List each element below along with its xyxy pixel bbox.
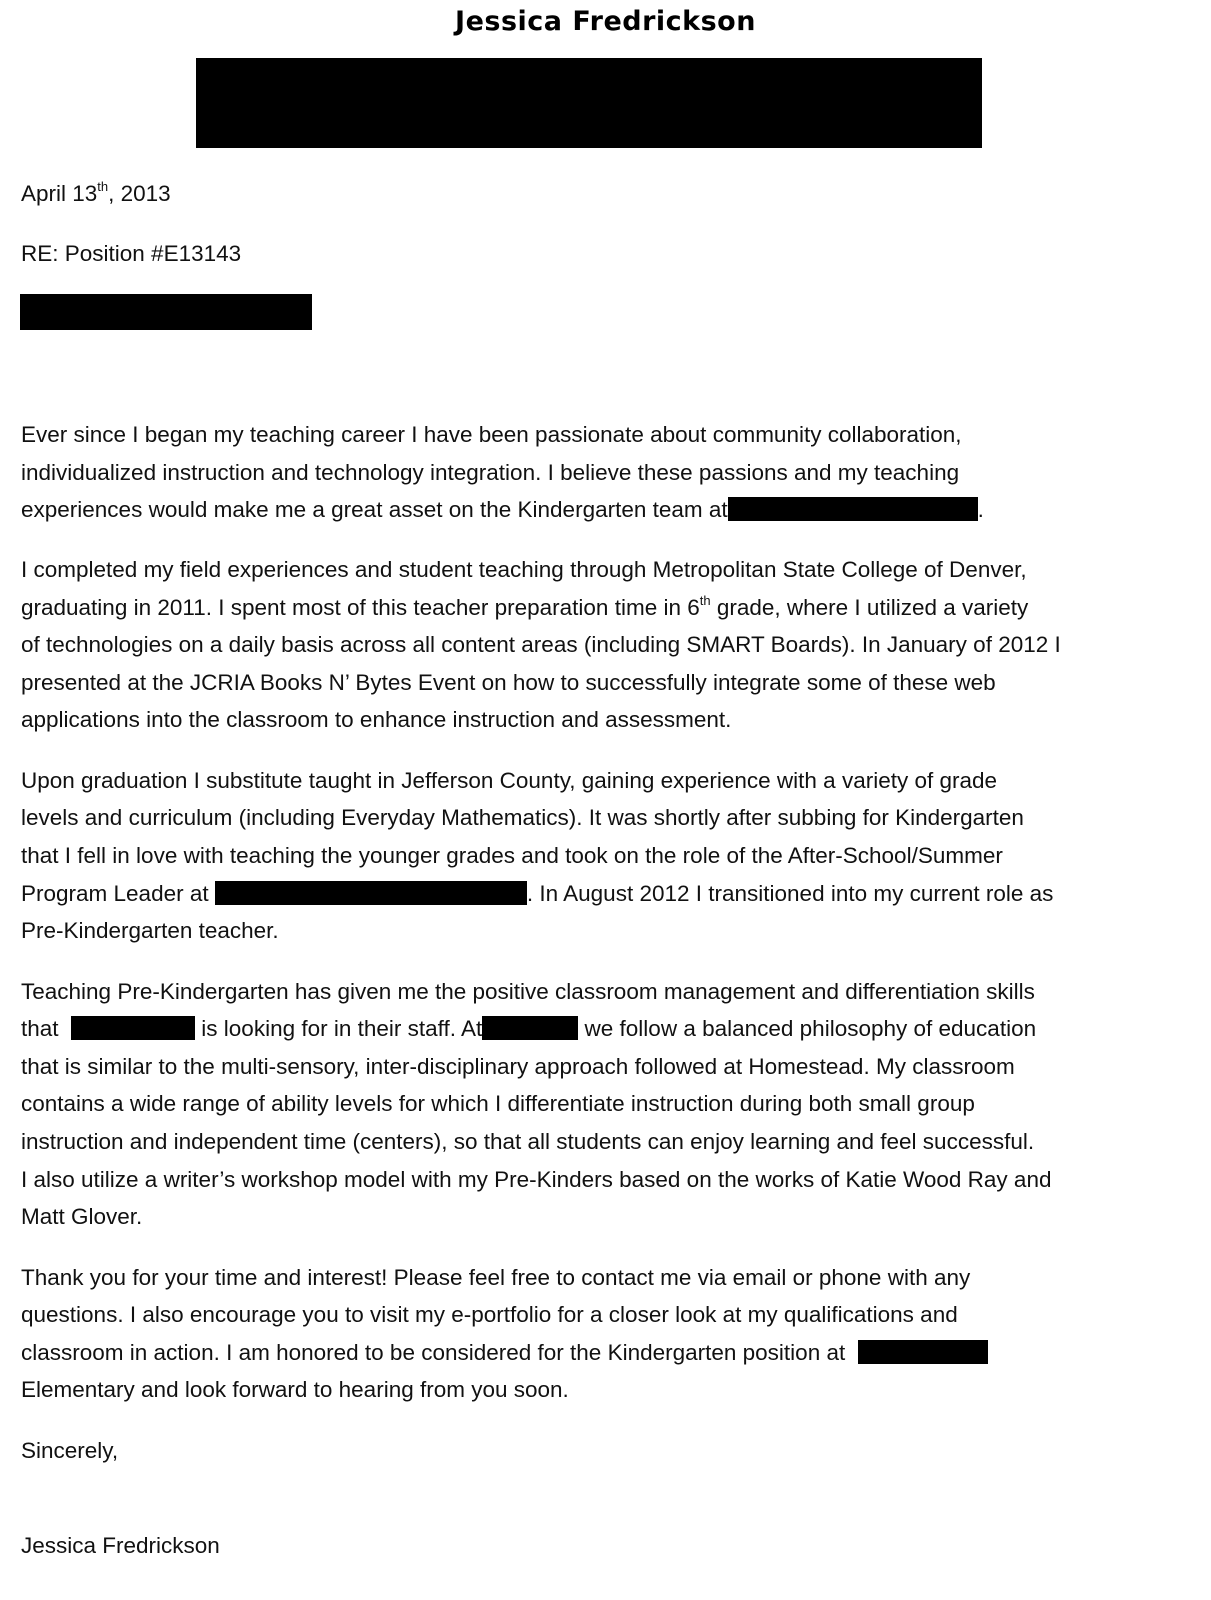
paragraph-5-line-2: questions. I also encourage you to visit my e-portfolio for a closer look at my qualifications and <box>21 1302 958 1327</box>
redacted-school-name <box>728 497 978 521</box>
paragraph-1-line-2: individualized instruction and technology integration. I believe these passions and my teaching <box>21 460 960 485</box>
paragraph-3-line-1: Upon graduation I substitute taught in Jefferson County, gaining experience with a variety of grade <box>21 768 998 793</box>
paragraph-5-line-4: Elementary and look forward to hearing from you soon. <box>21 1377 569 1402</box>
paragraph-4-line-6: I also utilize a writer’s workshop model with my Pre-Kinders based on the works of Katie Wood Ray and <box>21 1167 1052 1192</box>
redacted-contact-block <box>196 58 982 148</box>
paragraph-4-line-3: that is similar to the multi-sensory, inter-disciplinary approach followed at Homestead. My classroom <box>21 1054 1015 1079</box>
redacted-current-school <box>482 1016 578 1040</box>
paragraph-4-line-5: instruction and independent time (centers), so that all students can enjoy learning and feel successful. <box>21 1129 1035 1154</box>
paragraph-2-line-4: presented at the JCRIA Books N’ Bytes Event on how to successfully integrate some of these web <box>21 670 996 695</box>
paragraph-3-line-3: that I fell in love with teaching the younger grades and took on the role of the After-School/Summer <box>21 843 1003 868</box>
paragraph-5-line-1: Thank you for your time and interest! Please feel free to contact me via email or phone with any <box>21 1265 971 1290</box>
paragraph-5-line-3: classroom in action. I am honored to be considered for the Kindergarten position at <box>21 1339 988 1367</box>
redacted-school-name-2 <box>858 1340 988 1364</box>
paragraph-3-line-2: levels and curriculum (including Everyday Mathematics). It was shortly after subbing for Kindergarten <box>21 805 1024 830</box>
paragraph-2-line-3: of technologies on a daily basis across all content areas (including SMART Boards). In January of 2012 I <box>21 632 1061 657</box>
redacted-recipient <box>20 294 312 330</box>
redacted-program-name <box>215 881 527 905</box>
paragraph-4-line-4: contains a wide range of ability levels for which I differentiate instruction during both small group <box>21 1091 975 1116</box>
paragraph-1-line-1: Ever since I began my teaching career I have been passionate about community collaboration, <box>21 422 962 447</box>
paragraph-2-line-5: applications into the classroom to enhance instruction and assessment. <box>21 707 732 732</box>
signature-name: Jessica Fredrickson <box>21 1533 220 1558</box>
paragraph-4-line-2: that is looking for in their staff. At we follow a balanced philosophy of education <box>21 1016 1037 1041</box>
paragraph-3-line-4: Program Leader at . In August 2012 I transitioned into my current role as <box>21 881 1054 906</box>
letter-date: April 13th, 2013 <box>21 179 171 206</box>
paragraph-1-line-3: experiences would make me a great asset on the Kindergarten team at . <box>21 497 984 522</box>
paragraph-2-line-1: I completed my field experiences and student teaching through Metropolitan State College of Denver, <box>21 557 1027 582</box>
paragraph-3-line-5: Pre-Kindergarten teacher. <box>21 918 279 943</box>
closing: Sincerely, <box>21 1438 119 1463</box>
paragraph-4-line-7: Matt Glover. <box>21 1204 143 1229</box>
letterhead-name: Jessica Fredrickson <box>455 6 756 37</box>
redacted-district-name <box>71 1016 195 1040</box>
paragraph-4-line-1: Teaching Pre-Kindergarten has given me the positive classroom management and differentiation skills <box>21 979 1035 1004</box>
paragraph-2-line-2: graduating in 2011. I spent most of this teacher preparation time in 6th grade, where I utilized a variety <box>21 593 1029 620</box>
re-line: RE: Position #E13143 <box>21 241 242 266</box>
